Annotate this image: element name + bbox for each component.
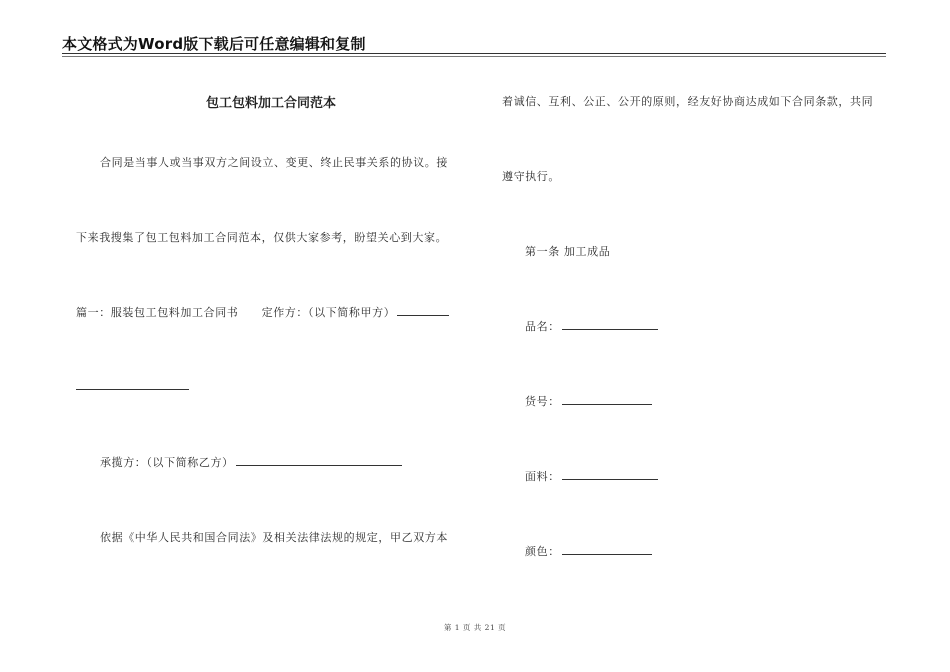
- page-number: 第 1 页 共 21 页: [443, 623, 507, 632]
- field-fabric: [525, 468, 658, 484]
- contractor-line: [100, 454, 402, 470]
- field-item-number: [525, 393, 652, 409]
- field-color: [525, 543, 652, 559]
- section-heading-line: [76, 304, 449, 320]
- field-blank: [562, 469, 658, 480]
- legal-basis-continued-line-2: 遵守执行。: [502, 170, 560, 183]
- party-a-blank: [397, 305, 449, 316]
- field-label: 颜色：: [525, 545, 560, 558]
- section-heading-text: 篇一：服装包工包料加工合同书 定作方：（以下简称甲方）: [76, 306, 396, 319]
- field-blank: [562, 319, 658, 330]
- intro-paragraph-line-2: 下来我搜集了包工包料加工合同范本，仅供大家参考，盼望关心到大家。: [76, 231, 448, 244]
- intro-paragraph-line-1: 合同是当事人或当事双方之间设立、变更、终止民事关系的协议。接: [100, 156, 448, 169]
- field-blank: [562, 394, 652, 405]
- field-label: 货号：: [525, 395, 560, 408]
- legal-basis-continued-line-1: 着诚信、互利、公正、公开的原则，经友好协商达成如下合同条款，共同: [502, 95, 874, 108]
- field-blank: [562, 544, 652, 555]
- document-title: 包工包料加工合同范本: [205, 96, 336, 111]
- field-label: 品名：: [525, 320, 560, 333]
- field-label: 面料：: [525, 470, 560, 483]
- party-b-blank: [236, 455, 402, 466]
- document-header-banner: 本文格式为Word版下载后可任意编辑和复制: [62, 35, 366, 53]
- legal-basis-line: 依据《中华人民共和国合同法》及相关法律法规的规定，甲乙双方本: [100, 531, 448, 544]
- article-1-heading: 第一条 加工成品: [525, 245, 611, 258]
- header-divider: [62, 53, 886, 54]
- party-a-blank-continued: [76, 388, 189, 390]
- field-product-name: [525, 318, 658, 334]
- contractor-label: 承揽方：（以下简称乙方）: [100, 456, 234, 469]
- header-divider-thin: [62, 56, 886, 57]
